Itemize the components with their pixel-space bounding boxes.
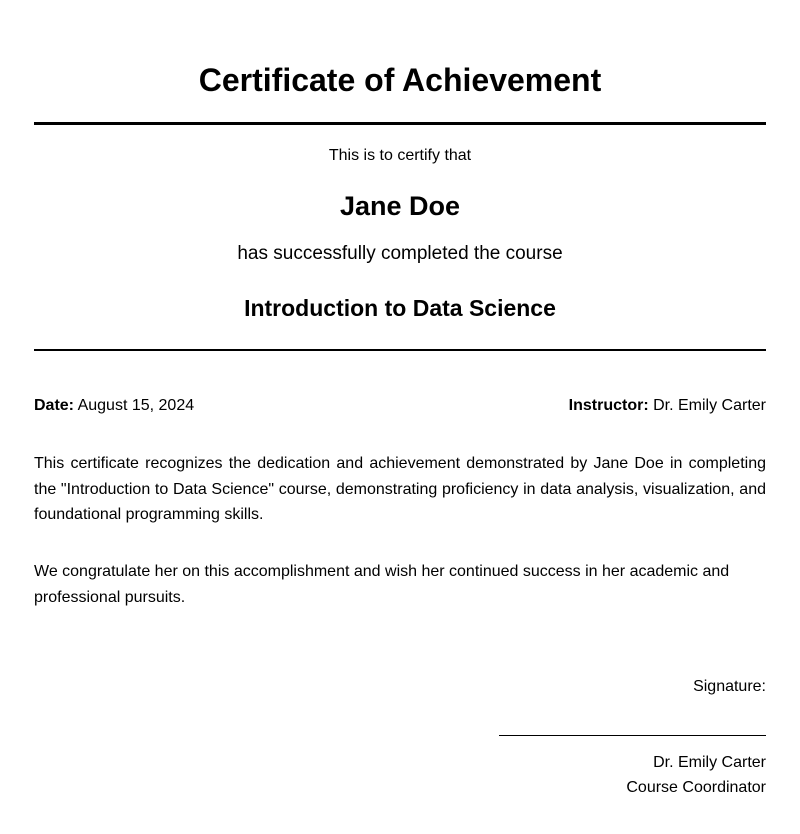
- certify-text: This is to certify that: [328, 147, 472, 164]
- signature-label: Signature:: [693, 678, 766, 695]
- instructor-label: Instructor:: [568, 397, 649, 414]
- completed-text: has successfully completed the course: [237, 243, 563, 264]
- instructor-field: [569, 396, 766, 416]
- bottom-divider: [34, 349, 766, 351]
- signatory-role: Course Coordinator: [626, 779, 766, 796]
- instructor-value: Dr. Emily Carter: [653, 397, 766, 414]
- signature-line: [499, 735, 766, 736]
- date-value: August 15, 2024: [77, 397, 195, 414]
- date-label: Date:: [34, 397, 75, 414]
- congratulation-paragraph: We congratulate her on this accomplishment and wish her continued success in her academic and professional pursuits.: [34, 563, 730, 606]
- top-divider: [34, 122, 766, 125]
- course-name: Introduction to Data Science: [244, 295, 556, 321]
- recipient-name: Jane Doe: [339, 191, 461, 221]
- details-row: [34, 396, 766, 416]
- signatory-name: Dr. Emily Carter: [653, 754, 766, 771]
- certificate-title: Certificate of Achievement: [198, 62, 602, 98]
- date-field: [34, 396, 194, 416]
- recognition-paragraph: This certificate recognizes the dedication and achievement demonstrated by Jane Doe in completing the "Introduction to Data Science" course, demonstrating proficiency in data analysis, visualization, and foundational programming skills.: [34, 455, 766, 523]
